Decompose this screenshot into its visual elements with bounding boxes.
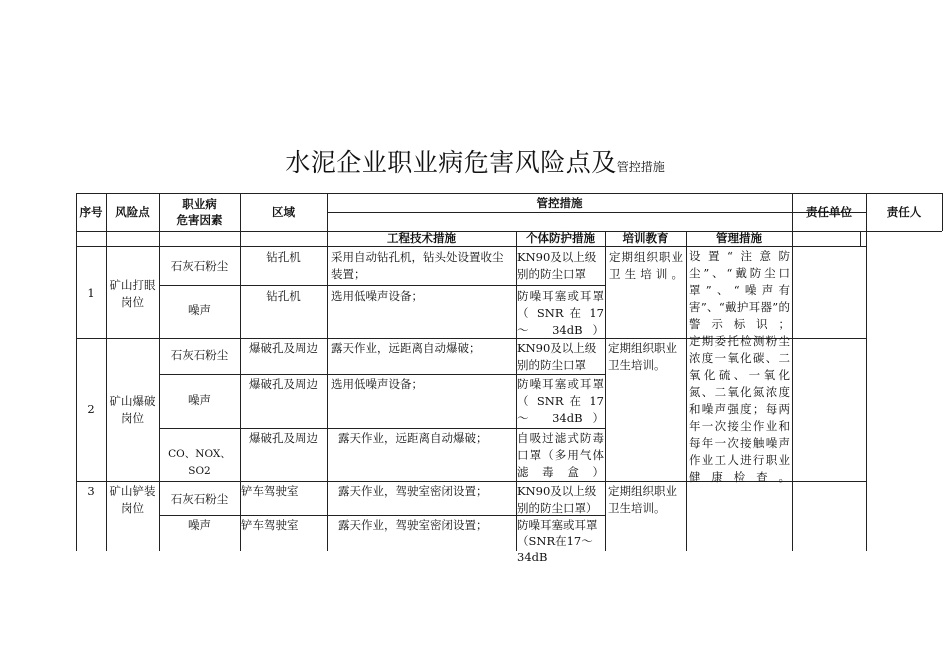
header-personal: 个体防护措施 [526, 231, 595, 245]
row-factor: 噪声 [188, 303, 211, 317]
header-engineering: 工程技术措施 [387, 231, 456, 245]
group-risk-point: 矿山爆破 岗位 [109, 394, 156, 425]
row-personal: KN90及以上级别的防尘口罩 [517, 341, 597, 372]
row-personal: 防噪耳塞或耳罩（ SNR 在 17 ～ 34dB） [517, 289, 604, 337]
row-area: 爆破孔及周边 [249, 341, 318, 355]
row-factor: 石灰石粉尘 [170, 348, 229, 362]
training-text: 定期组织职业卫生培训。 [609, 250, 683, 281]
group-risk-point: 矿山打眼 岗位 [109, 278, 156, 309]
header-area: 区域 [272, 205, 295, 219]
management-text: 设置“注意防尘”、“戴防尘口罩”、“噪声有害”、“戴护耳器”的警示标识； 定期委托检测粉尘浓度一氧化碳、二氧化硫、一氧化氮、二氧化氮浓度和噪声强度；每两年一次接尘作业和每年一次接触噪声作业工人进行职业健康检查。 [689, 249, 790, 484]
header-management: 管理措施 [716, 231, 762, 245]
document-title [0, 143, 950, 179]
header-unit: 责任单位 [806, 205, 852, 219]
row-engineering: 采用自动钻孔机，钻头处设置收尘装置； [331, 250, 504, 281]
title-main: 水泥企业职业病危害风险点及 [285, 148, 617, 177]
row-factor: 石灰石粉尘 [170, 259, 229, 273]
header-factor: 职业病 危害因素 [176, 197, 223, 227]
row-personal: KN90及以上级别的防尘口罩） [517, 484, 598, 515]
header-training: 培训教育 [622, 231, 669, 245]
group-seq: 1 [87, 286, 95, 300]
row-engineering: 露天作业，远距离自动爆破； [338, 431, 488, 445]
title-suffix: 管控措施 [616, 160, 665, 174]
row-engineering: 露天作业，驾驶室密闭设置； [338, 484, 488, 498]
row-personal: 防噪耳塞或耳罩（SNR在17～34dB [517, 518, 598, 564]
row-personal: KN90及以上级别的防尘口罩 [517, 250, 597, 281]
row-factor: 噪声 [188, 518, 211, 532]
row-area: 钻孔机 [266, 289, 301, 303]
row-engineering: 露天作业，驾驶室密闭设置； [338, 518, 488, 532]
header-risk-point: 风险点 [115, 205, 150, 219]
row-personal: 自吸过滤式防毒口罩（多用气体滤毒盒） [517, 431, 604, 479]
group-risk-point: 矿山铲装 岗位 [109, 484, 156, 515]
group-seq: 3 [87, 484, 95, 498]
row-area: 铲车驾驶室 [241, 484, 299, 498]
row-factor: 石灰石粉尘 [170, 492, 229, 506]
header-person: 责任人 [886, 205, 922, 219]
row-personal: 防噪耳塞或耳罩（ SNR 在 17 ～ 34dB） [517, 377, 604, 425]
row-engineering: 选用低噪声设备； [331, 377, 423, 391]
group-seq: 2 [87, 402, 95, 416]
row-factor: CO、NOX、SO2 [168, 448, 231, 477]
row-area: 钻孔机 [266, 250, 301, 264]
row-area: 爆破孔及周边 [249, 431, 318, 445]
row-factor: 噪声 [188, 393, 211, 407]
row-area: 铲车驾驶室 [241, 518, 299, 532]
row-engineering: 选用低噪声设备； [331, 289, 423, 303]
training-text: 定期组织职业卫生培训。 [608, 341, 677, 372]
header-seq: 序号 [79, 205, 103, 219]
training-text: 定期组织职业卫生培训。 [608, 484, 677, 515]
header-control: 管控措施 [536, 196, 583, 210]
row-engineering: 露天作业，远距离自动爆破； [331, 341, 481, 355]
row-area: 爆破孔及周边 [249, 377, 318, 391]
